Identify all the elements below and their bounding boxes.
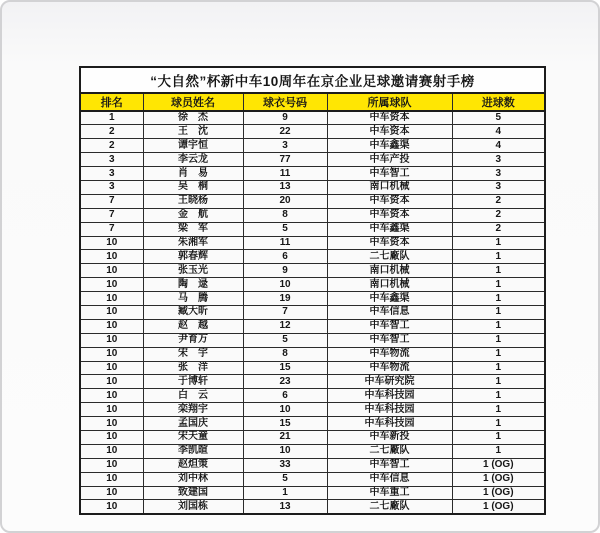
table-row	[80, 236, 545, 250]
table-row	[80, 305, 545, 319]
cell-rank: 10	[80, 292, 143, 306]
table-body	[80, 111, 545, 514]
cell-goals: 4	[452, 139, 545, 153]
col-header-team: 所属球队	[327, 93, 452, 111]
cell-number: 9	[243, 111, 327, 125]
cell-name: 谭宇恒	[143, 139, 243, 153]
cell-team: 中车信息	[327, 472, 452, 486]
cell-number: 11	[243, 167, 327, 181]
table-row	[80, 319, 545, 333]
cell-number: 13	[243, 500, 327, 514]
cell-name: 梁 军	[143, 222, 243, 236]
cell-goals: 3	[452, 180, 545, 194]
col-header-rank: 排名	[80, 93, 143, 111]
cell-rank: 10	[80, 264, 143, 278]
cell-team: 二七廠队	[327, 250, 452, 264]
cell-rank: 1	[80, 111, 143, 125]
cell-number: 77	[243, 153, 327, 167]
cell-number: 5	[243, 222, 327, 236]
cell-team: 南口机械	[327, 278, 452, 292]
cell-rank: 10	[80, 361, 143, 375]
cell-team: 中车鑫渠	[327, 292, 452, 306]
cell-number: 20	[243, 194, 327, 208]
cell-goals: 5	[452, 111, 545, 125]
cell-rank: 10	[80, 278, 143, 292]
cell-number: 11	[243, 236, 327, 250]
cell-rank: 7	[80, 194, 143, 208]
cell-team: 中车资本	[327, 208, 452, 222]
cell-team: 中车智工	[327, 319, 452, 333]
cell-rank: 10	[80, 236, 143, 250]
cell-number: 3	[243, 139, 327, 153]
cell-team: 中车智工	[327, 167, 452, 181]
cell-rank: 7	[80, 222, 143, 236]
cell-team: 中车物流	[327, 361, 452, 375]
cell-rank: 10	[80, 430, 143, 444]
cell-number: 7	[243, 305, 327, 319]
table-row	[80, 347, 545, 361]
cell-goals: 1	[452, 389, 545, 403]
table-row	[80, 167, 545, 181]
cell-number: 6	[243, 250, 327, 264]
cell-rank: 10	[80, 486, 143, 500]
cell-number: 8	[243, 347, 327, 361]
cell-goals: 1	[452, 430, 545, 444]
table-row	[80, 389, 545, 403]
cell-name: 张 洋	[143, 361, 243, 375]
cell-team: 中车资本	[327, 236, 452, 250]
cell-rank: 3	[80, 153, 143, 167]
scorer-table	[79, 66, 546, 515]
cell-name: 于博轩	[143, 375, 243, 389]
col-header-number: 球衣号码	[243, 93, 327, 111]
cell-team: 中车科技园	[327, 417, 452, 431]
table-row	[80, 264, 545, 278]
table-row	[80, 208, 545, 222]
cell-goals: 1	[452, 319, 545, 333]
cell-goals: 1	[452, 236, 545, 250]
cell-rank: 10	[80, 319, 143, 333]
cell-goals: 1	[452, 361, 545, 375]
cell-rank: 2	[80, 139, 143, 153]
cell-rank: 10	[80, 458, 143, 472]
cell-team: 中车新投	[327, 430, 452, 444]
cell-number: 13	[243, 180, 327, 194]
cell-team: 中车资本	[327, 111, 452, 125]
cell-team: 中车智工	[327, 333, 452, 347]
cell-name: 尹育万	[143, 333, 243, 347]
table-row	[80, 139, 545, 153]
col-header-goals: 进球数	[452, 93, 545, 111]
table-row	[80, 180, 545, 194]
cell-number: 33	[243, 458, 327, 472]
cell-goals: 1	[452, 444, 545, 458]
cell-number: 15	[243, 361, 327, 375]
cell-goals: 1	[452, 264, 545, 278]
cell-goals: 3	[452, 167, 545, 181]
cell-number: 15	[243, 417, 327, 431]
cell-name: 金 航	[143, 208, 243, 222]
cell-team: 中车重工	[327, 486, 452, 500]
cell-name: 郭春辉	[143, 250, 243, 264]
cell-name: 宋 宇	[143, 347, 243, 361]
cell-team: 二七廠队	[327, 444, 452, 458]
cell-rank: 2	[80, 125, 143, 139]
cell-name: 朱湘军	[143, 236, 243, 250]
table-row	[80, 430, 545, 444]
cell-name: 赵 越	[143, 319, 243, 333]
cell-name: 肖 易	[143, 167, 243, 181]
scorer-table-container	[79, 66, 544, 515]
cell-number: 10	[243, 403, 327, 417]
cell-goals: 2	[452, 222, 545, 236]
cell-team: 中车资本	[327, 194, 452, 208]
cell-rank: 3	[80, 180, 143, 194]
cell-number: 10	[243, 444, 327, 458]
cell-number: 9	[243, 264, 327, 278]
cell-number: 6	[243, 389, 327, 403]
cell-name: 马 腾	[143, 292, 243, 306]
cell-name: 白 云	[143, 389, 243, 403]
table-row	[80, 500, 545, 514]
cell-number: 21	[243, 430, 327, 444]
table-row	[80, 472, 545, 486]
cell-name: 吴 桐	[143, 180, 243, 194]
table-row	[80, 375, 545, 389]
cell-number: 23	[243, 375, 327, 389]
cell-team: 中车鑫渠	[327, 139, 452, 153]
cell-rank: 10	[80, 347, 143, 361]
cell-name: 致建国	[143, 486, 243, 500]
cell-number: 5	[243, 472, 327, 486]
cell-team: 二七廠队	[327, 500, 452, 514]
cell-rank: 10	[80, 250, 143, 264]
cell-name: 宋天童	[143, 430, 243, 444]
cell-rank: 10	[80, 417, 143, 431]
cell-team: 中车鑫渠	[327, 222, 452, 236]
cell-goals: 2	[452, 194, 545, 208]
cell-rank: 10	[80, 333, 143, 347]
cell-number: 10	[243, 278, 327, 292]
table-row	[80, 250, 545, 264]
cell-team: 中车智工	[327, 458, 452, 472]
cell-team: 中车研究院	[327, 375, 452, 389]
cell-name: 栾翔宇	[143, 403, 243, 417]
table-title: “大自然”杯新中车10周年在京企业足球邀请赛射手榜	[80, 67, 545, 93]
cell-name: 李凯暄	[143, 444, 243, 458]
cell-team: 中车科技园	[327, 389, 452, 403]
cell-goals: 1	[452, 403, 545, 417]
table-row	[80, 486, 545, 500]
table-row	[80, 444, 545, 458]
cell-number: 1	[243, 486, 327, 500]
table-row	[80, 125, 545, 139]
cell-name: 赵炟策	[143, 458, 243, 472]
cell-team: 中车信息	[327, 305, 452, 319]
cell-name: 孟国庆	[143, 417, 243, 431]
table-row	[80, 361, 545, 375]
cell-rank: 10	[80, 444, 143, 458]
title-row	[80, 67, 545, 93]
table-row	[80, 222, 545, 236]
cell-rank: 10	[80, 375, 143, 389]
table-row	[80, 458, 545, 472]
cell-team: 南口机械	[327, 180, 452, 194]
cell-name: 王 沈	[143, 125, 243, 139]
cell-name: 刘中林	[143, 472, 243, 486]
cell-goals: 1	[452, 278, 545, 292]
cell-goals: 1 (OG)	[452, 472, 545, 486]
cell-team: 南口机械	[327, 264, 452, 278]
cell-name: 李云龙	[143, 153, 243, 167]
table-row	[80, 403, 545, 417]
cell-number: 12	[243, 319, 327, 333]
table-row	[80, 417, 545, 431]
cell-number: 19	[243, 292, 327, 306]
cell-rank: 10	[80, 403, 143, 417]
table-row	[80, 333, 545, 347]
table-row	[80, 194, 545, 208]
cell-goals: 1	[452, 305, 545, 319]
cell-rank: 10	[80, 305, 143, 319]
cell-rank: 3	[80, 167, 143, 181]
cell-goals: 1 (OG)	[452, 500, 545, 514]
table-row	[80, 278, 545, 292]
cell-goals: 1 (OG)	[452, 458, 545, 472]
cell-number: 22	[243, 125, 327, 139]
cell-rank: 10	[80, 472, 143, 486]
cell-goals: 1	[452, 417, 545, 431]
cell-goals: 1 (OG)	[452, 486, 545, 500]
cell-team: 中车产投	[327, 153, 452, 167]
col-header-name: 球员姓名	[143, 93, 243, 111]
header-row	[80, 93, 545, 111]
cell-number: 8	[243, 208, 327, 222]
cell-goals: 1	[452, 250, 545, 264]
cell-rank: 10	[80, 500, 143, 514]
cell-rank: 7	[80, 208, 143, 222]
cell-team: 中车资本	[327, 125, 452, 139]
cell-goals: 3	[452, 153, 545, 167]
cell-name: 臧大昕	[143, 305, 243, 319]
cell-goals: 1	[452, 333, 545, 347]
cell-team: 中车物流	[327, 347, 452, 361]
cell-name: 张玉光	[143, 264, 243, 278]
cell-goals: 1	[452, 292, 545, 306]
cell-name: 徐 杰	[143, 111, 243, 125]
cell-team: 中车科技园	[327, 403, 452, 417]
cell-number: 5	[243, 333, 327, 347]
table-row	[80, 111, 545, 125]
cell-name: 王晓杨	[143, 194, 243, 208]
cell-goals: 2	[452, 208, 545, 222]
cell-name: 刘国栋	[143, 500, 243, 514]
cell-name: 陶 逯	[143, 278, 243, 292]
cell-goals: 4	[452, 125, 545, 139]
table-row	[80, 153, 545, 167]
cell-rank: 10	[80, 389, 143, 403]
cell-goals: 1	[452, 375, 545, 389]
cell-goals: 1	[452, 347, 545, 361]
table-row	[80, 292, 545, 306]
